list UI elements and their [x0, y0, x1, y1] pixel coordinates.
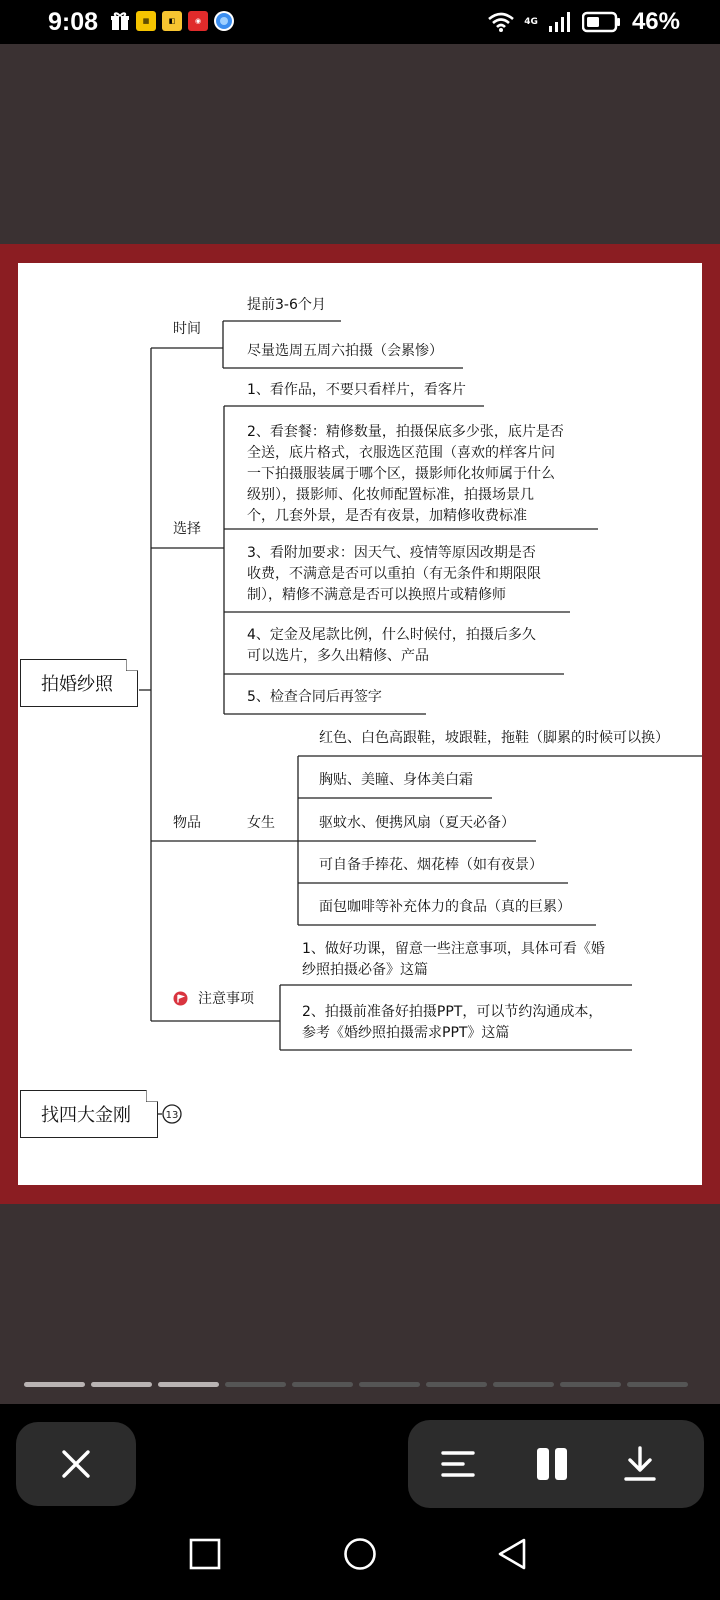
root-node[interactable] [20, 659, 138, 707]
notes-item-2: 2、拍摄前准备好拍摄PPT，可以节约沟通成本， 参考《婚纱照拍摄需求PPT》这篇 [302, 1004, 603, 1041]
branch-time-label: 时间 [173, 321, 201, 337]
home-button[interactable] [338, 1532, 382, 1576]
pause-button[interactable] [526, 1438, 578, 1490]
items-item-5: 面包咖啡等补充体力的食品（真的巨累） [319, 899, 571, 915]
mindmap-image[interactable] [18, 263, 702, 1185]
choose-item-4: 4、定金及尾款比例，什么时候付，拍摄后多久 可以选片，多久出精修、产品 [247, 627, 536, 664]
notification-icons [110, 11, 234, 31]
items-item-2: 胸贴、美瞳、身体美白霜 [319, 772, 473, 788]
close-button[interactable] [16, 1422, 136, 1506]
branch-items-label: 物品 [173, 815, 201, 831]
list-button[interactable] [432, 1438, 484, 1490]
choose-item-3: 3、看附加要求：因天气、疫情等原因改期是否 收费，不满意是否可以重拍（有无条件和期限限 制），精修不满意是否可以换照片或精修师 [247, 545, 541, 603]
status-time: 9:08 [48, 8, 99, 36]
choose-item-5: 5、检查合同后再签字 [247, 689, 382, 705]
back-button[interactable] [490, 1532, 534, 1576]
branch-choose-label: 选择 [173, 521, 201, 537]
items-sub-label: 女生 [247, 815, 275, 831]
progress-segment [359, 1382, 420, 1387]
page-fold-icon [126, 659, 138, 671]
page-fold-icon [146, 1090, 158, 1102]
progress-segment [292, 1382, 353, 1387]
signal-icon [548, 12, 572, 32]
progress-segment [225, 1382, 286, 1387]
choose-item-2: 2、看套餐：精修数量，拍摄保底多少张，底片是否 全送，底片格式，衣服选区范围（喜欢的样客片问 一下拍摄服装属于哪个区，摄影师化妆师属于什么 级别），摄影师、化妆师配置标准，拍摄场景几 个，几套外景，是否有夜景，加精修收费标准 [247, 424, 564, 524]
flag-icon [173, 991, 188, 1006]
time-item-2: 尽量选周五周六拍摄（会累惨） [247, 343, 443, 359]
progress-segment [560, 1382, 621, 1387]
status-right [488, 8, 680, 36]
download-button[interactable] [614, 1438, 666, 1490]
gift-icon [110, 11, 130, 31]
viewer-action-group [408, 1420, 704, 1508]
app-icon-1: ▦ [136, 11, 156, 31]
status-bar [0, 0, 720, 44]
notes-item-1: 1、做好功课，留意一些注意事项，具体可看《婚 纱照拍摄必备》这篇 [302, 941, 605, 978]
choose-item-1: 1、看作品，不要只看样片，看客片 [247, 382, 466, 398]
triangle-back-icon [496, 1537, 528, 1571]
second-root-count: 13 [165, 1110, 179, 1121]
items-item-4: 可自备手捧花、烟花棒（如有夜景） [319, 857, 543, 873]
page-progress-indicator [24, 1382, 688, 1387]
app-icon-2: ◧ [162, 11, 182, 31]
square-icon [189, 1538, 221, 1570]
wifi-icon [488, 12, 514, 32]
circle-icon [343, 1537, 377, 1571]
second-root-node[interactable] [20, 1090, 158, 1138]
progress-segment [493, 1382, 554, 1387]
branch-notes-label: 注意事项 [198, 991, 254, 1007]
browser-icon [214, 11, 234, 31]
progress-segment [91, 1382, 152, 1387]
progress-segment [158, 1382, 219, 1387]
time-item-1: 提前3-6个月 [247, 297, 326, 313]
progress-segment [426, 1382, 487, 1387]
second-root-node-label: 找四大金刚 [41, 1105, 131, 1126]
download-icon [623, 1446, 657, 1482]
battery-icon [582, 11, 622, 33]
recents-button[interactable] [183, 1532, 227, 1576]
list-icon [441, 1449, 475, 1479]
app-icon-3: ◉ [188, 11, 208, 31]
progress-segment [627, 1382, 688, 1387]
items-item-1: 红色、白色高跟鞋，坡跟鞋，拖鞋（脚累的时候可以换） [319, 730, 669, 746]
pause-icon [536, 1447, 568, 1481]
progress-segment [24, 1382, 85, 1387]
system-nav-bar [0, 1510, 720, 1600]
mindmap-connectors [18, 263, 702, 1185]
network-type: 4G [524, 17, 538, 27]
battery-percent: 46% [631, 8, 680, 35]
close-icon [61, 1449, 91, 1479]
root-node-label: 拍婚纱照 [41, 674, 113, 695]
items-item-3: 驱蚊水、便携风扇（夏天必备） [319, 815, 515, 831]
